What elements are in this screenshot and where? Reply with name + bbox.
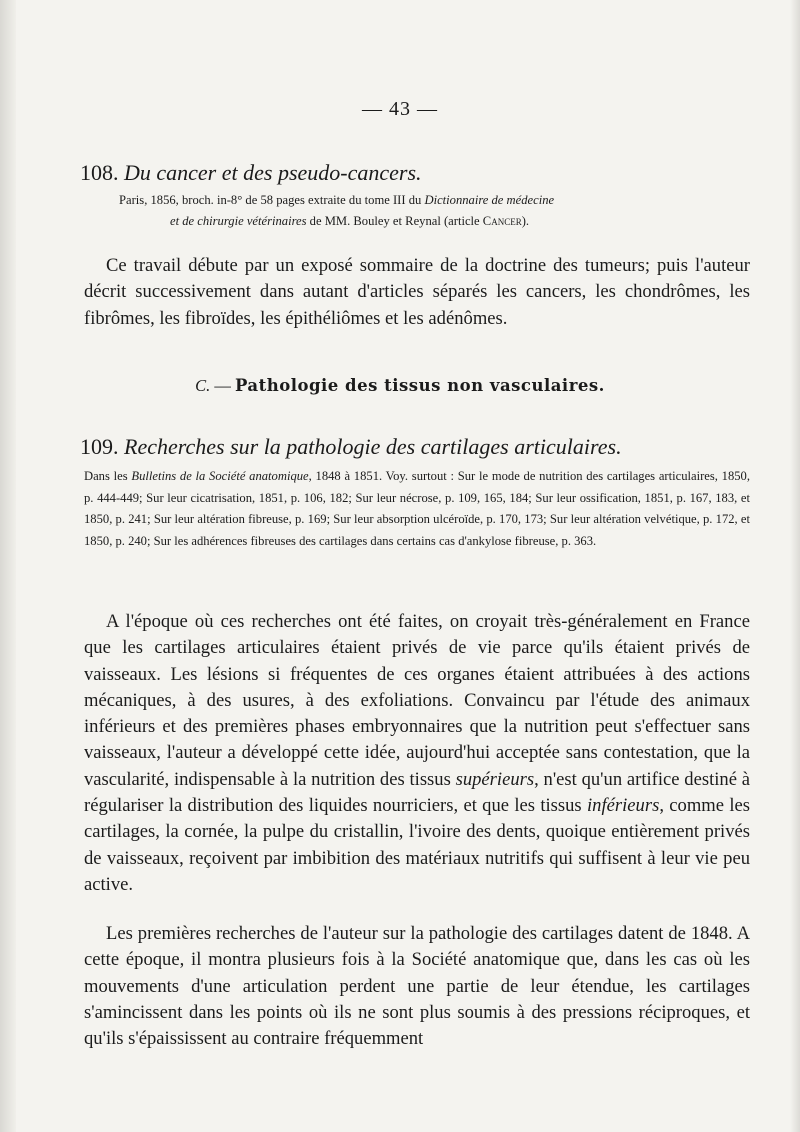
entry-number: 108. <box>80 160 119 185</box>
entry-108-reference-line1: Paris, 1856, broch. in-8° de 58 pages extraite du tome III du Dictionnaire de médecine <box>119 193 555 207</box>
entry-109-title <box>80 434 730 460</box>
entry-number: 109. <box>80 434 119 459</box>
entry-title-text: Du cancer et des pseudo-cancers. <box>124 160 422 185</box>
entry-title-text: Recherches sur la pathologie des cartilages articulaires. <box>124 434 622 459</box>
page-edge-right <box>790 0 800 1132</box>
entry-109-reference: Dans les Bulletins de la Société anatomique, 1848 à 1851. Voy. surtout : Sur le mode de nutrition des cartilages articulaires, 1850, p. 444-449; Sur leur cicatrisation, 1851, p. 106, 182; Sur leur nécrose, p. 109, 165, 184; Sur leur ossification, 1851, p. 167, 183, et 1850, p. 241; Sur leur altération fibreuse, p. 169; Sur leur absorption ulcéroïde, p. 170, 173; Sur leur altération velvétique, p. 172, et 1850, p. 240; Sur les adhérences fibreuses des cartilages dans certains cas d'ankylose fibreuse, p. 363. <box>84 469 750 548</box>
page-edge-left <box>0 0 16 1132</box>
section-heading: C. — Pathologie des tissus non vasculaires. <box>195 376 605 395</box>
entry-108-reference-line2: et de chirurgie vétérinaires de MM. Bouley et Reynal (article Cancer). <box>170 214 530 228</box>
paragraph-premieres-recherches: Les premières recherches de l'auteur sur la pathologie des cartilages datent de 1848. A cette époque, il montra plusieurs fois à la Société anatomique que, dans les cas où les mouvements d'une articulation perdent une partie de leur étendue, les cartilages s'amincissent dans les points où ils ne sont plus soumis à des pressions réciproques, et qu'ils s'épaississent au contraire fréquemment <box>84 923 750 1050</box>
paragraph-tumeurs: Ce travail débute par un exposé sommaire de la doctrine des tumeurs; puis l'auteur décrit successivement dans autant d'articles séparés les cancers, les chondrômes, les fibrômes, les fibroïdes, les épithéliômes et les adénômes. <box>84 255 750 329</box>
paragraph-recherches: A l'époque où ces recherches ont été faites, on croyait très-généralement en France que les cartilages articulaires étaient privés de vie parce qu'ils étaient privés de vaisseaux. Les lésions si fréquentes de ces organes étaient attribuées à des actions mécaniques, à des usures, à des exfoliations. Convaincu par l'étude des animaux inférieurs et des premières phases embryonnaires que la nutrition peut s'effectuer sans vaisseaux, l'auteur a développé cette idée, aujourd'hui acceptée sans contestation, que la vascularité, indispensable à la nutrition des tissus supérieurs, n'est qu'un artifice destiné à régulariser la distribution des liquides nourriciers, et que les tissus inférieurs, comme les cartilages, la cornée, la pulpe du cristallin, l'ivoire des dents, quoique entièrement privés de vaisseaux, reçoivent par imbibition des matériaux nutritifs qui suffisent à leur vie peu active. <box>84 611 750 895</box>
entry-108-title <box>80 160 730 186</box>
page-number: — 43 — <box>362 98 438 120</box>
